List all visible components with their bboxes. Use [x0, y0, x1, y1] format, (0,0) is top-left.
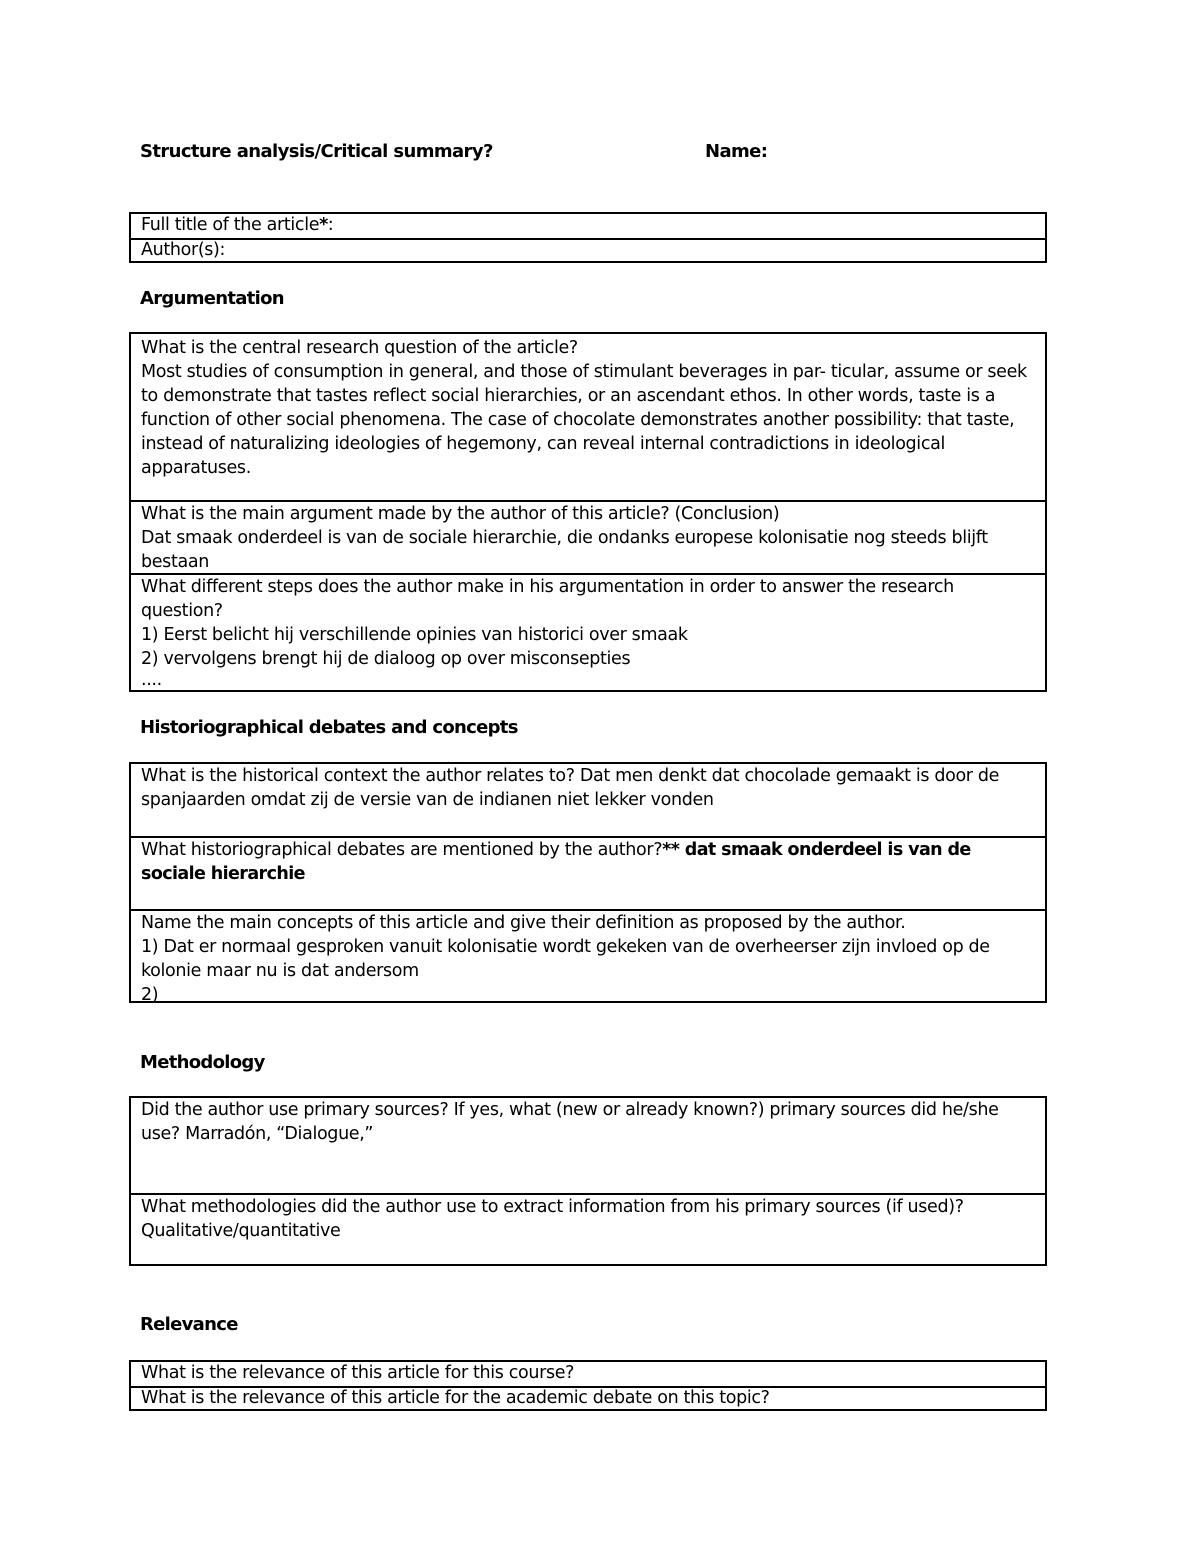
relevance-table: [129, 1360, 1047, 1411]
research-question-cell[interactable]: [131, 334, 1045, 500]
historiography-table: [129, 762, 1047, 1003]
argument-step-2: 2) vervolgens brengt hij de dialoog op over misconsepties: [141, 649, 631, 669]
name-label: Name:: [705, 141, 768, 162]
historiographical-debates-answer: ** dat smaak onderdeel is van de sociale hierarchie: [141, 840, 977, 884]
argumentation-heading: Argumentation: [140, 288, 284, 309]
full-title-row[interactable]: [131, 214, 1045, 238]
author-label: Author(s):: [141, 240, 226, 260]
primary-sources-cell[interactable]: [131, 1098, 1045, 1193]
primary-sources-text: [141, 1098, 1037, 1146]
primary-sources-prompt: Did the author use primary sources? If yes, what (new or already known?) primary sources did he/she use?: [141, 1100, 1004, 1144]
full-title-label: Full title of the article: [141, 215, 320, 235]
relevance-heading: Relevance: [140, 1314, 238, 1335]
historical-context-cell[interactable]: [131, 764, 1045, 836]
historiographical-debates-text: [141, 838, 1037, 886]
course-relevance-row[interactable]: [131, 1362, 1045, 1386]
main-argument-answer: Dat smaak onderdeel is van de sociale hierarchie, die ondanks europese kolonisatie nog steeds blijft bestaan: [141, 528, 993, 572]
historical-context-answer: Dat men denkt dat chocolade gemaakt is door de spanjaarden omdat zij de versie van de indianen niet lekker vonden: [141, 766, 1005, 810]
argument-step-1: 1) Eerst belicht hij verschillende opinies van historici over smaak: [141, 625, 688, 645]
academic-relevance-prompt: What is the relevance of this article for the academic debate on this topic?: [141, 1388, 770, 1408]
research-question-answer: Most studies of consumption in general, and those of stimulant beverages in par- ticular, assume or seek to demonstrate that tastes reflect social hierarchies, or an ascendant ethos. In other words, taste is a function of other social phenomena. The case of chocolate demonstrates another possibility: that taste, instead of naturalizing ideologies of hegemony, can reveal internal contradictions in ideological apparatuses.: [141, 362, 1033, 478]
argumentation-table: [129, 332, 1047, 692]
argument-steps-prompt: What different steps does the author make in his argumentation in order to answer the research question?: [141, 577, 960, 621]
course-relevance-prompt: What is the relevance of this article for this course?: [141, 1363, 575, 1383]
historical-context-text: [141, 764, 1037, 812]
historical-context-prompt: What is the historical context the author relates to?: [141, 766, 575, 786]
methodology-heading: Methodology: [140, 1052, 265, 1073]
academic-relevance-row[interactable]: [131, 1386, 1045, 1409]
main-concepts-prompt: Name the main concepts of this article and give their definition as proposed by the author.: [141, 913, 906, 933]
historiographical-debates-prompt: What historiographical debates are mentioned by the author?: [141, 840, 663, 860]
primary-sources-answer: Marradón, “Dialogue,”: [179, 1124, 374, 1144]
historiography-heading: Historiographical debates and concepts: [140, 717, 518, 738]
document-title: Structure analysis/Critical summary?: [140, 141, 493, 162]
author-row[interactable]: [131, 238, 1045, 261]
page-header: [140, 141, 1040, 169]
argument-steps-cell[interactable]: [131, 573, 1045, 690]
main-concepts-cell[interactable]: [131, 909, 1045, 1001]
methodologies-prompt: What methodologies did the author use to extract information from his primary sources (if used)?: [141, 1197, 964, 1217]
main-argument-cell[interactable]: [131, 500, 1045, 573]
article-meta-table: [129, 212, 1047, 263]
main-argument-prompt: What is the main argument made by the author of this article? (Conclusion): [141, 504, 780, 524]
methodology-table: [129, 1096, 1047, 1266]
full-title-marker: *: [319, 215, 328, 235]
main-concept-1: 1) Dat er normaal gesproken vanuit kolonisatie wordt gekeken van de overheerser zijn invloed op de kolonie maar nu is dat andersom: [141, 937, 995, 981]
methodologies-answer: Qualitative/quantitative: [141, 1221, 341, 1241]
methodologies-cell[interactable]: [131, 1193, 1045, 1264]
full-title-colon: :: [327, 215, 334, 235]
argument-step-ellipsis: ....: [141, 670, 162, 690]
research-question-prompt: What is the central research question of the article?: [141, 338, 578, 358]
main-concept-2: 2): [141, 985, 159, 1001]
historiographical-debates-cell[interactable]: [131, 836, 1045, 909]
